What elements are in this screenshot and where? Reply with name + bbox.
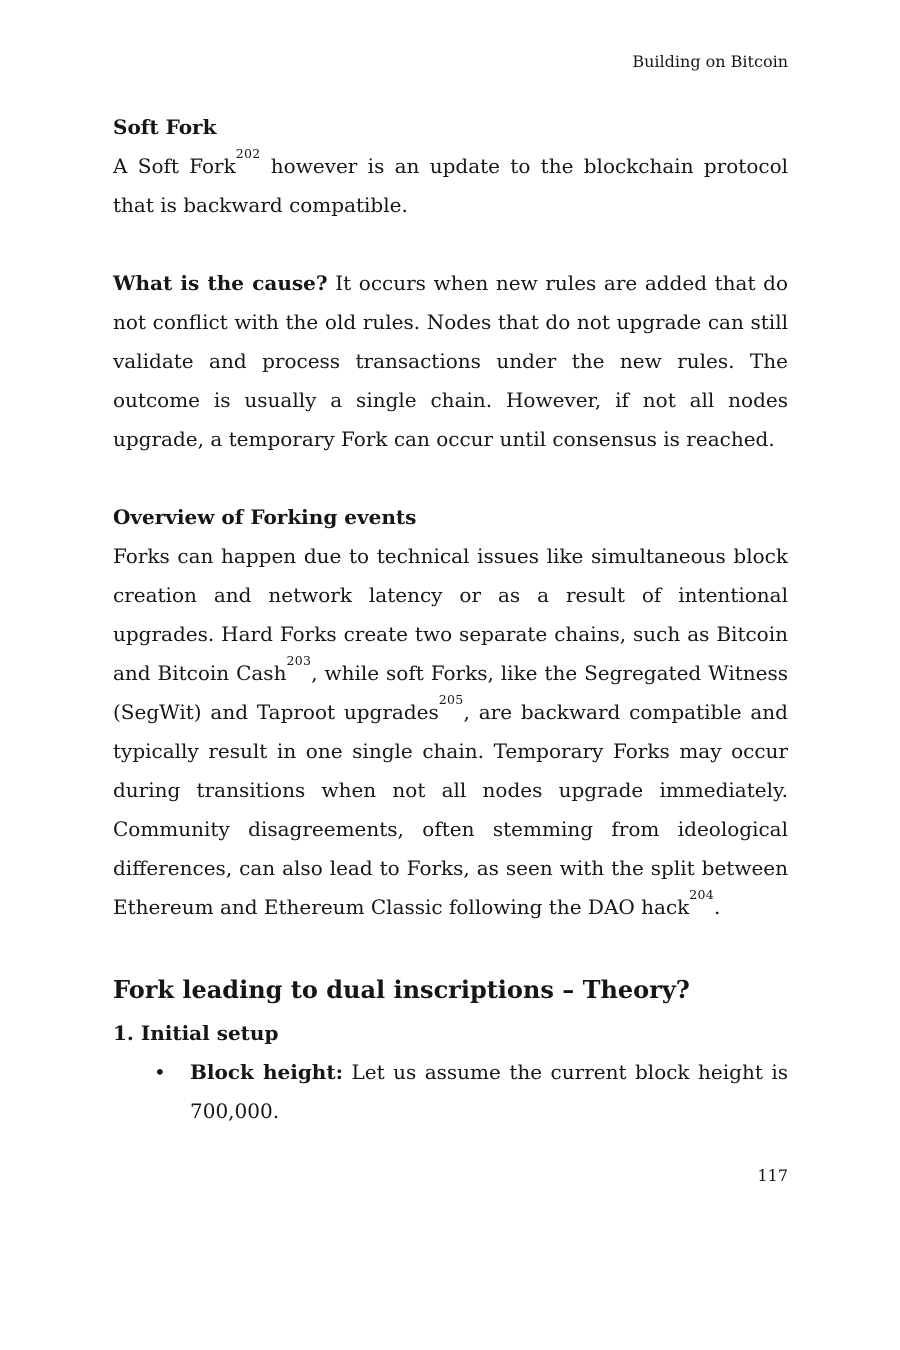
page-footer [113,1165,788,1187]
bullet-text: Let us assume the current block height is 700,000. [190,1060,788,1123]
soft-fork-text-before: A Soft Fork [113,154,236,178]
bullet-lead-in: Block height: [190,1060,343,1084]
footnote-ref-203: 203 [286,653,312,669]
soft-fork-text-after: however is an update to the blockchain protocol that is backward compatible. [113,154,789,217]
theory-title: Fork leading to dual inscriptions – Theory? [113,975,690,1004]
overview-text-1: Forks can happen due to technical issues like simultaneous block creation and network latency or as a result of intentional upgrades. Hard Forks create two separate chains, such as Bitcoin and Bitcoin Cash [113,544,788,685]
cause-lead-in: What is the cause? [113,271,328,295]
page-number: 117 [757,1166,788,1185]
section-soft-fork [113,108,788,225]
section-heading-overview: Overview of Forking events [113,505,417,529]
paragraph-cause [113,264,788,459]
overview-text-2: , while soft Forks, like the Segregated Witness (SegWit) and Taproot upgrades [113,661,789,724]
list-item-block-height [113,1053,788,1131]
cause-text: It occurs when new rules are added that do not conflict with the old rules. Nodes that do not upgrade can still validate and process transactions under the new rules. The outcome is usually a single chain. However, if not all nodes upgrade, a temporary Fork can occur until consensus is reached. [113,271,788,451]
footnote-ref-205: 205 [438,692,464,708]
paragraph-overview [113,537,788,927]
footnote-ref-202: 202 [235,146,261,162]
section-overview [113,498,788,927]
section-cause [113,264,788,459]
section-heading-soft-fork: Soft Fork [113,115,217,139]
running-header [113,0,788,74]
paragraph-soft-fork [113,147,788,225]
footnote-ref-204: 204 [689,887,715,903]
overview-text-4: . [714,895,721,919]
overview-text-3: , are backward compatible and typically result in one single chain. Temporary Forks may occur during transitions when not all nodes upgrade immediately. Community disagreements, often stemming from ideological differences, can also lead to Forks, as seen with the split between Ethereum and Ethereum Classic following the DAO hack [113,700,788,919]
theory-subtitle: 1. Initial setup [113,1021,279,1045]
bullet-icon: • [154,1060,166,1084]
section-theory [113,966,788,1131]
running-header-title: Building on Bitcoin [632,52,788,71]
